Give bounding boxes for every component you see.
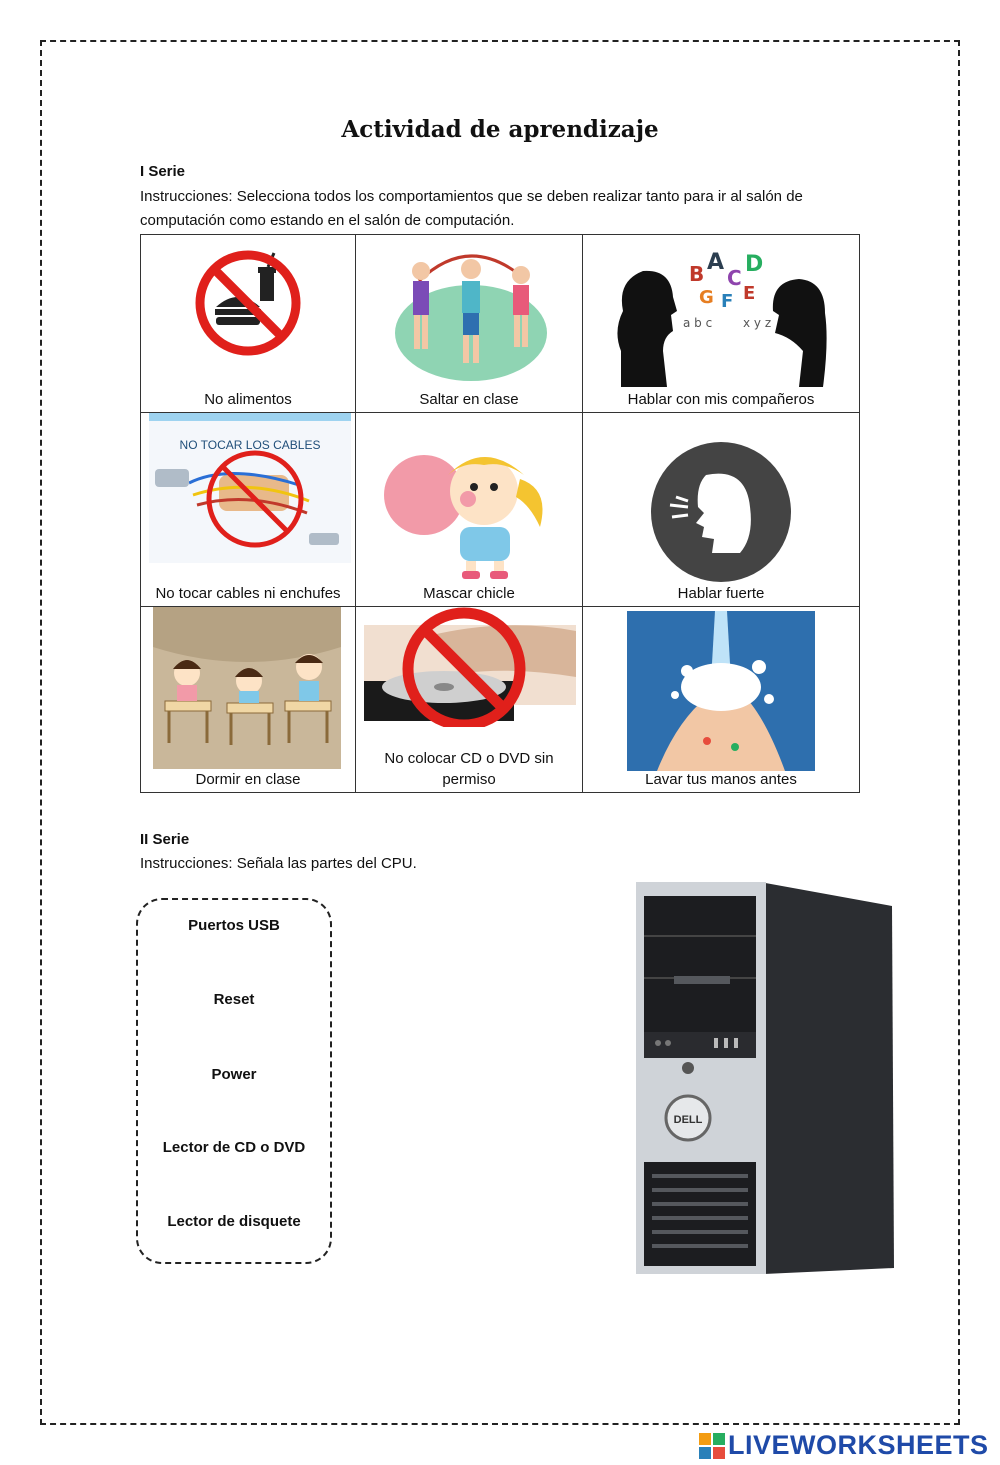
svg-text:DELL: DELL: [673, 1114, 703, 1126]
svg-text:A: A: [707, 250, 725, 275]
cell-label: Dormir en clase: [195, 771, 301, 788]
cell-label: Mascar chicle: [423, 585, 515, 602]
no-cd-icon: [364, 607, 576, 727]
cell-label: No colocar CD o DVD sin permiso: [384, 750, 554, 788]
brand-text: LIVEWORKSHEETS: [728, 1430, 989, 1460]
page-title: Actividad de aprendizaje: [341, 116, 659, 143]
cell-sleeping[interactable]: [141, 607, 356, 793]
cpu-tower-icon: [630, 876, 900, 1276]
serie2-heading: II Serie: [140, 831, 190, 848]
no-cables-icon: [149, 413, 351, 563]
cell-label: Hablar con mis compañeros: [627, 391, 815, 408]
svg-text:F: F: [721, 291, 734, 312]
liveworksheets-logo-icon: [698, 1432, 726, 1460]
wash-hands-icon: [627, 611, 815, 771]
bubble-gum-icon: [374, 435, 564, 581]
svg-text:x y z: x y z: [743, 316, 772, 330]
cell-label: Hablar fuerte: [677, 585, 765, 602]
svg-text:G: G: [699, 287, 714, 308]
cell-no-cables[interactable]: [141, 413, 356, 607]
svg-text:E: E: [743, 283, 756, 304]
loud-speaking-icon: [650, 441, 792, 583]
cell-label: No tocar cables ni enchufes: [155, 585, 341, 602]
cell-loud[interactable]: [583, 413, 860, 607]
word-floppy-reader[interactable]: Lector de disquete: [167, 1213, 301, 1230]
sleeping-class-icon: [153, 607, 341, 769]
serie1-instructions: Instrucciones: Selecciona todos los comportamientos que se deben realizar tanto para ir al salón de computación como estando en el salón de computación.: [140, 188, 803, 229]
serie2-instructions: Instrucciones: Señala las partes del CPU.: [140, 855, 417, 872]
talking-kids-icon: [603, 241, 839, 387]
jumping-kids-icon: [379, 241, 559, 387]
cell-label: Saltar en clase: [419, 391, 519, 408]
sign-text: NO TOCAR LOS CABLES: [179, 438, 321, 452]
cell-bubble-gum[interactable]: [356, 413, 583, 607]
cell-jumping[interactable]: [356, 235, 583, 413]
cell-no-cd[interactable]: [356, 607, 583, 793]
cell-talking[interactable]: [583, 235, 860, 413]
liveworksheets-logo: [698, 1430, 989, 1461]
word-reset[interactable]: Reset: [213, 991, 255, 1008]
no-food-icon: [188, 241, 308, 361]
cell-wash-hands[interactable]: [583, 607, 860, 793]
word-cd-dvd-reader[interactable]: Lector de CD o DVD: [162, 1139, 306, 1156]
svg-text:C: C: [727, 266, 742, 290]
word-usb-ports[interactable]: Puertos USB: [188, 917, 280, 934]
svg-text:a b c: a b c: [683, 316, 713, 330]
cell-label: Lavar tus manos antes: [645, 771, 797, 788]
cell-no-food[interactable]: [141, 235, 356, 413]
svg-text:D: D: [745, 252, 764, 277]
svg-text:B: B: [689, 262, 705, 286]
serie1-heading: I Serie: [140, 163, 186, 180]
behaviors-grid: [140, 234, 860, 793]
word-power[interactable]: Power: [211, 1066, 257, 1083]
cell-label: No alimentos: [204, 391, 292, 408]
